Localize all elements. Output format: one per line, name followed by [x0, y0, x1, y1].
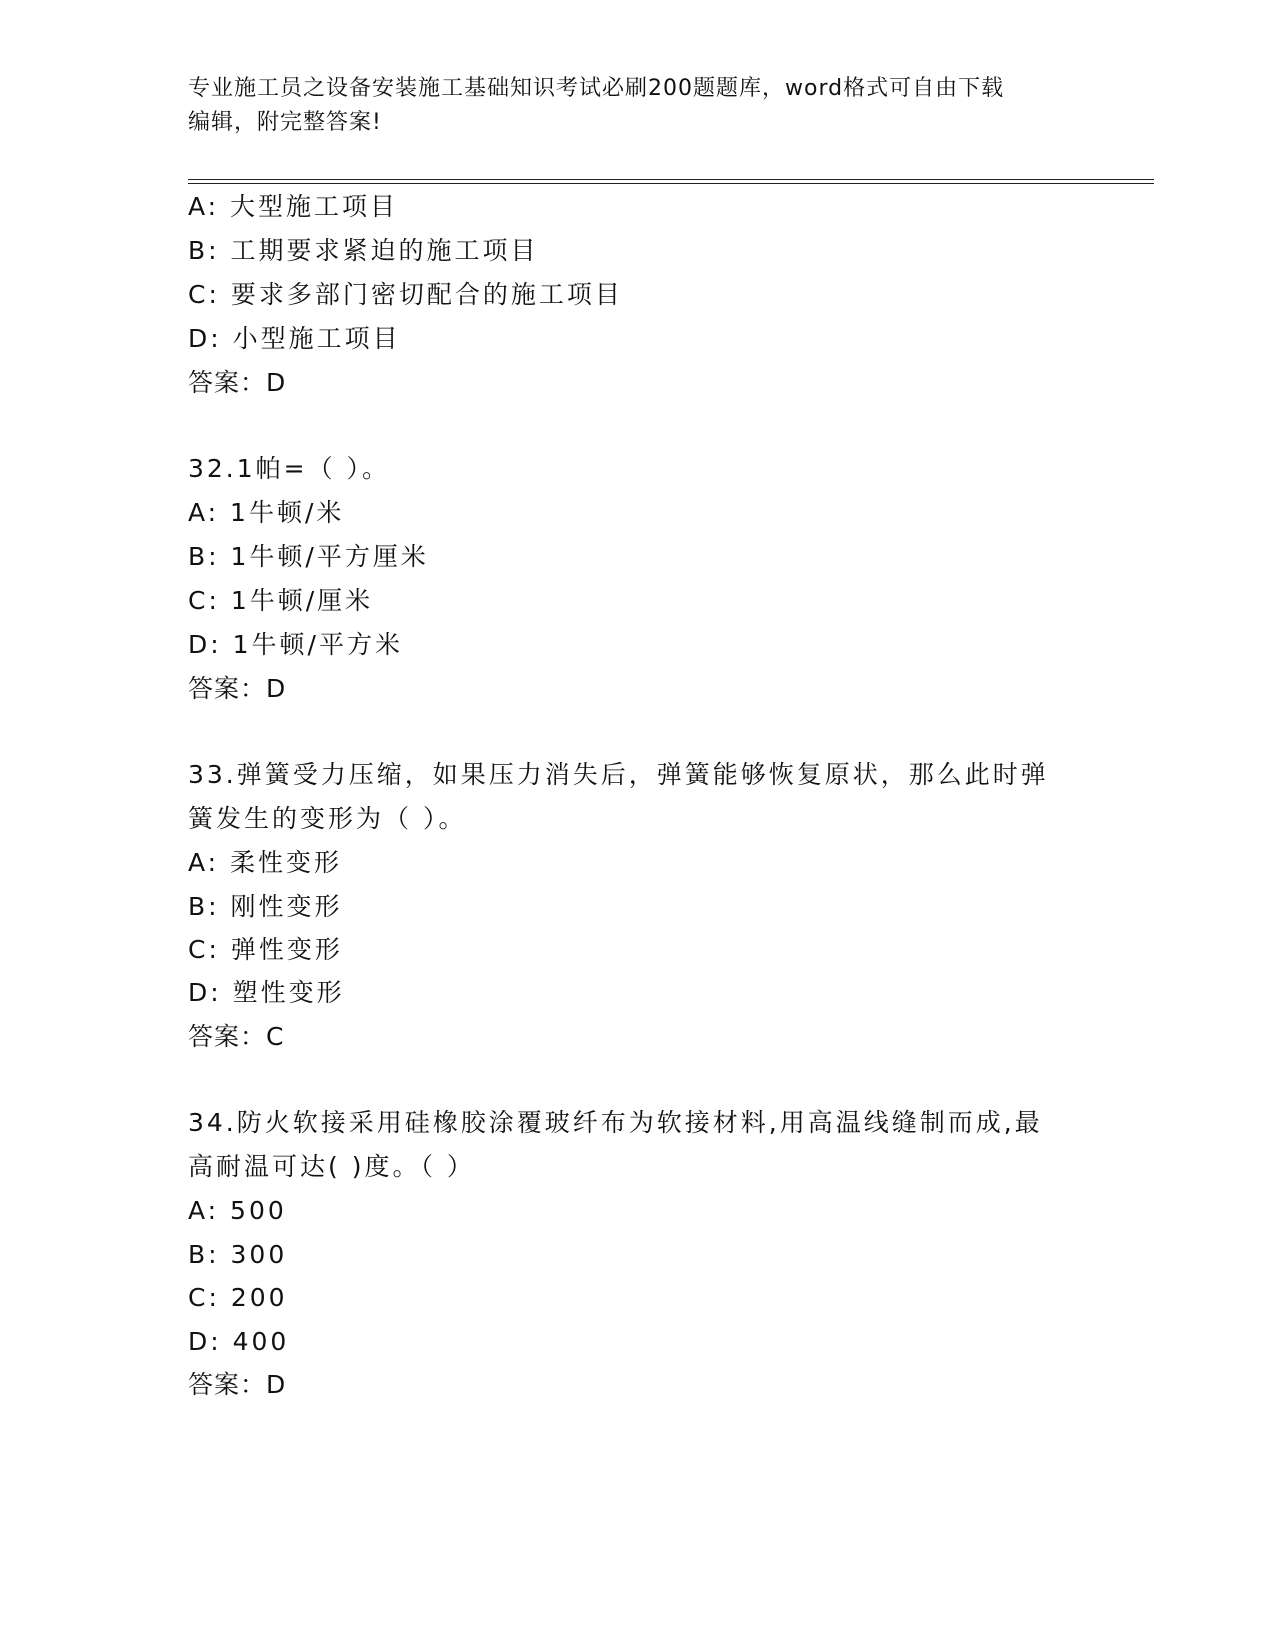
header-divider-top [188, 179, 1154, 180]
q34-option-b: B: 300 [188, 1240, 288, 1269]
q34-option-a: A: 500 [188, 1196, 287, 1225]
q33-option-d: D: 塑性变形 [188, 978, 345, 1007]
q34-option-c: C: 200 [188, 1283, 288, 1312]
q32-option-d: D: 1牛顿/平方米 [188, 630, 403, 659]
q33-answer: 答案：C [188, 1022, 285, 1051]
q32-option-c: C: 1牛顿/厘米 [188, 586, 374, 615]
q34-question-line-2: 高耐温可达( )度。（ ） [188, 1152, 475, 1181]
q33-option-b: B: 刚性变形 [188, 892, 343, 921]
q32-option-a: A: 1牛顿/米 [188, 498, 345, 527]
header-line-1: 专业施工员之设备安装施工基础知识考试必刷200题题库，word格式可自由下载 [188, 76, 1005, 101]
q32-answer: 答案：D [188, 674, 287, 703]
header-line-2: 编辑，附完整答案! [188, 110, 382, 135]
q31-answer: 答案：D [188, 368, 287, 397]
header-divider-bottom [188, 183, 1154, 184]
q31-option-c: C: 要求多部门密切配合的施工项目 [188, 280, 623, 309]
q31-option-d: D: 小型施工项目 [188, 324, 401, 353]
q34-option-d: D: 400 [188, 1327, 290, 1356]
q34-question-line-1: 34.防火软接采用硅橡胶涂覆玻纤布为软接材料,用高温线缝制而成,最 [188, 1108, 1043, 1137]
document-header [188, 72, 1088, 140]
q31-option-b: B: 工期要求紧迫的施工项目 [188, 236, 539, 265]
q31-option-a: A: 大型施工项目 [188, 192, 399, 221]
q32-question: 32.1帕=（ ）。 [188, 454, 391, 483]
q32-option-b: B: 1牛顿/平方厘米 [188, 542, 429, 571]
q34-answer: 答案：D [188, 1370, 287, 1399]
q33-option-c: C: 弹性变形 [188, 935, 343, 964]
q33-question-line-2: 簧发生的变形为（ ）。 [188, 804, 467, 833]
q33-option-a: A: 柔性变形 [188, 848, 343, 877]
q33-question-line-1: 33.弹簧受力压缩，如果压力消失后，弹簧能够恢复原状，那么此时弹 [188, 760, 1049, 789]
